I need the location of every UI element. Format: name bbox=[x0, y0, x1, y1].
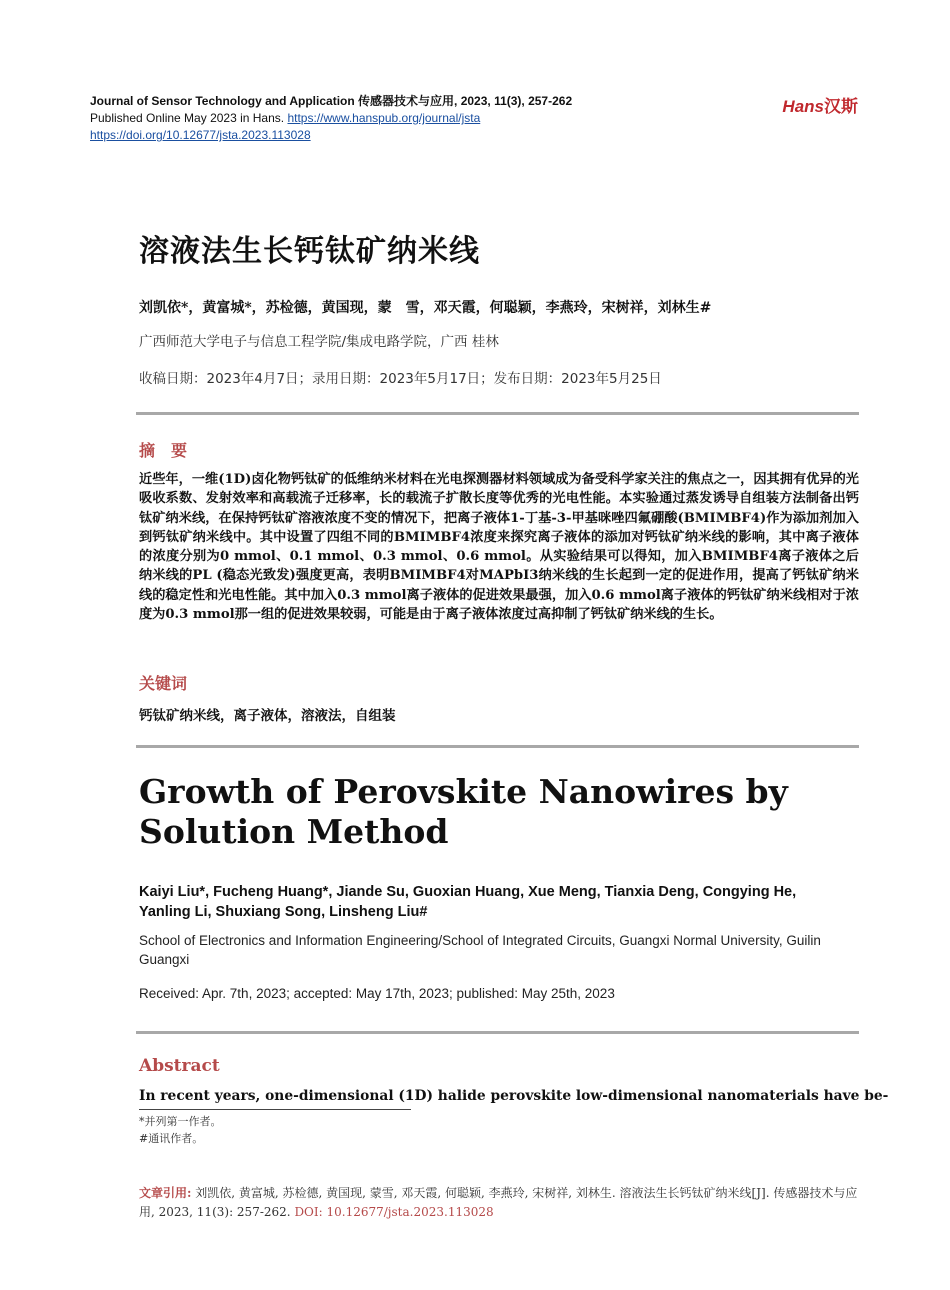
footnote-equal: *并列第一作者。 bbox=[139, 1115, 222, 1128]
journal-url-link[interactable]: https://www.hanspub.org/journal/jsta bbox=[287, 111, 481, 125]
cn-keywords-heading: 关键词 bbox=[139, 674, 188, 693]
en-abstract-heading: Abstract bbox=[139, 1056, 220, 1076]
logo-cn: 汉斯 bbox=[824, 97, 858, 116]
en-dates: Received: Apr. 7th, 2023; accepted: May 17th, 2023; published: May 25th, 2023 bbox=[139, 986, 615, 1001]
citation-text: 刘凯依, 黄富城, 苏检德, 黄国现, 蒙雪, 邓天霞, 何聪颖, 李燕玲, 宋树祥, 刘林生. 溶液法生长钙钛矿纳米线[J]. 传感器技术与应用, 2023, 11(3): 257-262. bbox=[139, 1186, 858, 1219]
cn-title: 溶液法生长钙钛矿纳米线 bbox=[139, 234, 480, 269]
citation-label: 文章引用: bbox=[139, 1186, 192, 1200]
logo-en: Hans bbox=[782, 97, 824, 116]
doi-line bbox=[90, 127, 311, 143]
hans-logo bbox=[782, 92, 858, 117]
journal-cn-ref: 传感器技术与应用, 2023, 11(3), 257-262 bbox=[358, 94, 573, 108]
cn-affiliation: 广西师范大学电子与信息工程学院/集成电路学院，广西 桂林 bbox=[139, 334, 499, 350]
doi-url-link[interactable]: https://doi.org/10.12677/jsta.2023.113028 bbox=[90, 128, 311, 142]
divider-top bbox=[136, 412, 859, 415]
en-title: Growth of Perovskite Nanowires by Solution Method bbox=[139, 772, 788, 851]
en-authors: Kaiyi Liu*, Fucheng Huang*, Jiande Su, Guoxian Huang, Xue Meng, Tianxia Deng, Congying He, Yanling Li, Shuxiang Song, Linsheng Liu# bbox=[139, 884, 797, 920]
cn-abstract-heading: 摘 要 bbox=[139, 441, 188, 460]
footnote-corresponding: #通讯作者。 bbox=[139, 1132, 204, 1145]
divider-bottom bbox=[136, 1031, 859, 1034]
footnote-rule bbox=[139, 1109, 411, 1110]
cn-dates: 收稿日期：2023年4月7日；录用日期：2023年5月17日；发布日期：2023年5月25日 bbox=[139, 371, 662, 387]
journal-name: Journal of Sensor Technology and Application bbox=[90, 94, 355, 108]
divider-middle bbox=[136, 745, 859, 748]
published-line bbox=[90, 110, 480, 126]
en-affiliation: School of Electronics and Information Engineering/School of Integrated Circuits, Guangxi Normal University, Guilin Guangxi bbox=[139, 933, 821, 967]
cn-authors: 刘凯依*，黄富城*，苏检德，黄国现，蒙 雪，邓天霞，何聪颖，李燕玲，宋树祥，刘林生# bbox=[139, 300, 712, 316]
cn-keywords: 钙钛矿纳米线，离子液体，溶液法，自组装 bbox=[139, 708, 396, 724]
journal-header bbox=[90, 93, 572, 109]
published-text: Published Online May 2023 in Hans. bbox=[90, 111, 285, 125]
cn-abstract: 近些年，一维(1D)卤化物钙钛矿的低维纳米材料在光电探测器材料领域成为备受科学家关注的焦点之一，因其拥有优异的光吸收系数、发射效率和高载流子迁移率，长的载流子扩散长度等优秀的光电性能。本实验通过蒸发诱导自组装方法制备出钙钛矿纳米线，在保持钙钛矿溶液浓度不变的情况下，把离子液体1-丁基-3-甲基咪唑四氟硼酸(BMIMBF4)作为添加剂加入到钙钛矿纳米线中。其中设置了四组不同的BMIMBF4浓度来探究离子液体的添加对钙钛矿纳米线的影响，其中离子液体的浓度分别为0 mmol、0.1 mmol、0.3 mmol、0.6 mmol。从实验结果可以得知，加入BMIMBF4离子液体之后纳米线的PL (稳态光致发)强度更高，表明BMIMBF4对MAPbI3纳米线的生长起到一定的促进作用，提高了钙钛矿纳米线的稳定性和光电性能。其中加入0.3 mmol离子液体的促进效果最强，加入0.6 mmol离子液体的钙钛矿纳米线相对于浓度为0.3 mmol那一组的促进效果较弱，可能是由于离子液体浓度过高抑制了钙钛矿纳米线的生长。 bbox=[139, 472, 859, 623]
en-abstract-first-line: In recent years, one-dimensional (1D) halide perovskite low-dimensional nanomaterials have be- bbox=[139, 1088, 889, 1104]
citation-doi[interactable]: DOI: 10.12677/jsta.2023.113028 bbox=[294, 1205, 494, 1219]
citation bbox=[139, 1184, 861, 1222]
